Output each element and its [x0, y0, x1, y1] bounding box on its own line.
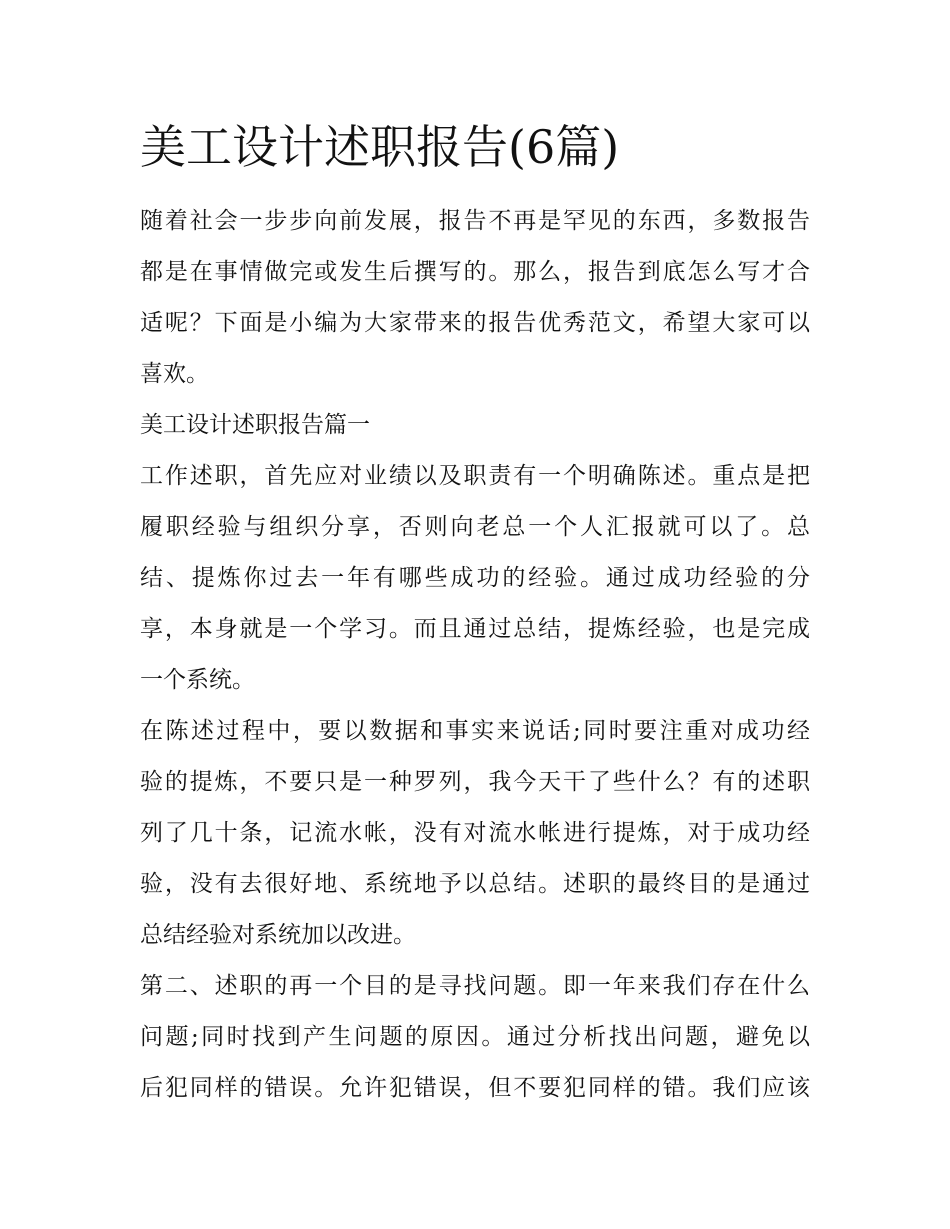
text-line: 都是在事情做完或发生后撰写的。那么，报告到底怎么写才合: [140, 259, 810, 285]
text-line: 后犯同样的错误。允许犯错误，但不要犯同样的错。我们应该: [140, 1075, 810, 1101]
text-line: 第二、述职的再一个目的是寻找问题。即一年来我们存在什么: [140, 973, 810, 999]
text-line: 列了几十条，记流水帐，没有对流水帐进行提炼，对于成功经: [140, 820, 810, 846]
text-line: 享，本身就是一个学习。而且通过总结，提炼经验，也是完成: [140, 616, 810, 642]
document-title: 美工设计述职报告(6篇): [140, 120, 620, 174]
text-line: 工作述职，首先应对业绩以及职责有一个明确陈述。重点是把: [140, 463, 810, 489]
text-line: 问题;同时找到产生问题的原因。通过分析找出问题，避免以: [140, 1024, 810, 1050]
section-heading: [140, 400, 812, 451]
text-line: 随着社会一步步向前发展，报告不再是罕见的东西，多数报告: [140, 208, 810, 234]
paragraph-intro: [140, 196, 812, 400]
paragraph-body: [140, 451, 812, 706]
document-body: [140, 196, 812, 1114]
text-line: 履职经验与组织分享，否则向老总一个人汇报就可以了。总: [140, 514, 810, 540]
text-line: 美工设计述职报告篇一: [140, 412, 370, 438]
text-line: 喜欢。: [140, 361, 209, 387]
text-line: 适呢？下面是小编为大家带来的报告优秀范文，希望大家可以: [140, 310, 810, 336]
text-line: 一个系统。: [140, 667, 255, 693]
text-line: 在陈述过程中，要以数据和事实来说话;同时要注重对成功经: [140, 718, 810, 744]
text-line: 结、提炼你过去一年有哪些成功的经验。通过成功经验的分: [140, 565, 810, 591]
text-line: 验，没有去很好地、系统地予以总结。述职的最终目的是通过: [140, 871, 810, 897]
text-line: 验的提炼，不要只是一种罗列，我今天干了些什么？有的述职: [140, 769, 810, 795]
paragraph-body: [140, 961, 812, 1114]
paragraph-body: [140, 706, 812, 961]
text-line: 总结经验对系统加以改进。: [140, 922, 416, 948]
